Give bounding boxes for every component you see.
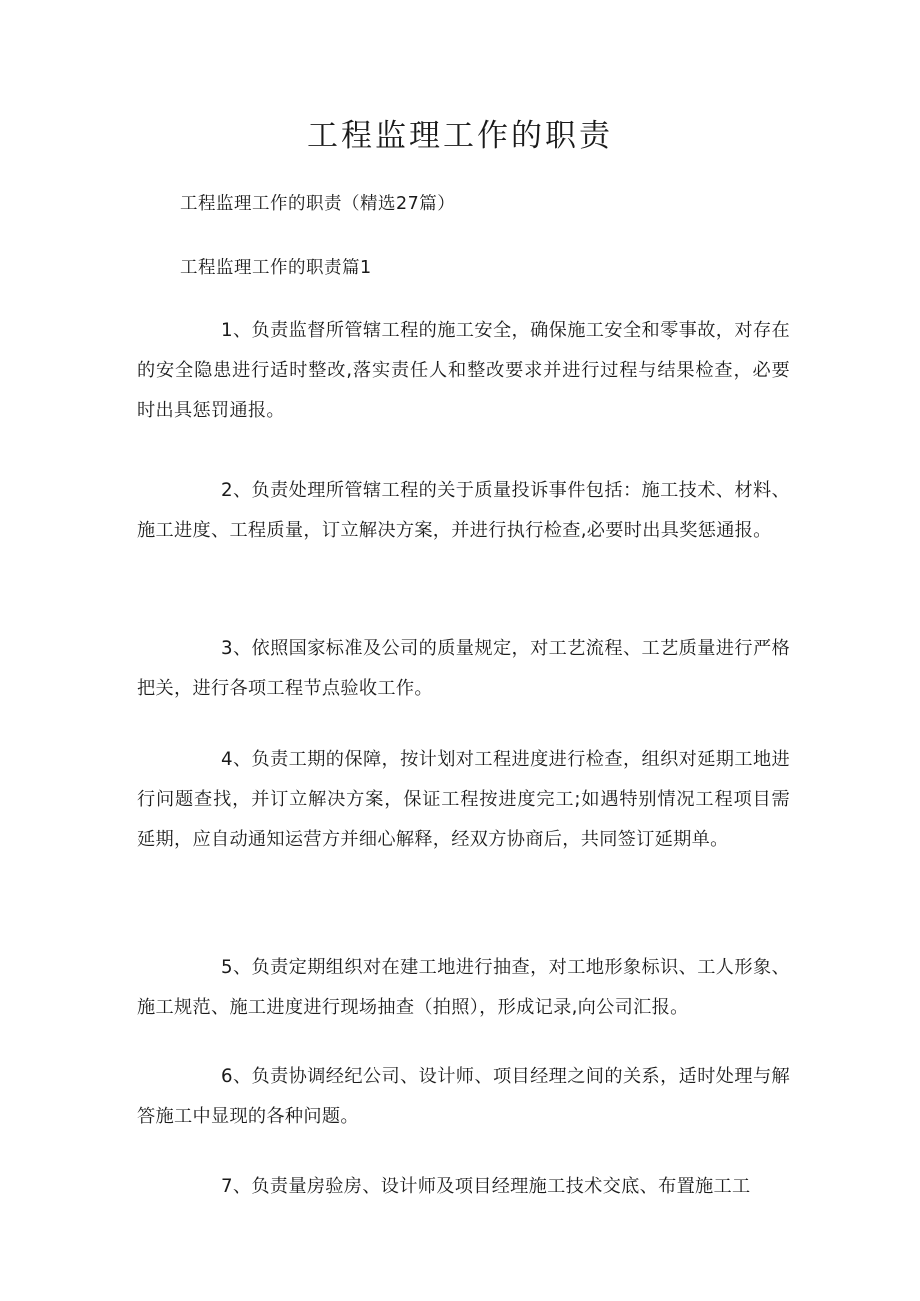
paragraph-6: 6、负责协调经纪公司、设计师、项目经理之间的关系，适时处理与解答施工中显现的各种问题。 bbox=[137, 1066, 790, 1127]
paragraph-4: 4、负责工期的保障，按计划对工程进度进行检查，组织对延期工地进行问题查找，并订立解决方案，保证工程按进度完工;如遇特别情况工程项目需延期，应自动通知运营方并细心解释，经双方协商后，共同签订延期单。 bbox=[137, 749, 790, 850]
document-subtitle: 工程监理工作的职责（精选27篇） bbox=[180, 194, 456, 214]
paragraph-1: 1、负责监督所管辖工程的施工安全，确保施工安全和零事故，对存在的安全隐患进行适时整改,落实责任人和整改要求并进行过程与结果检查，必要时出具惩罚通报。 bbox=[137, 320, 790, 421]
document-title: 工程监理工作的职责 bbox=[307, 118, 613, 154]
paragraph-3: 3、依照国家标准及公司的质量规定，对工艺流程、工艺质量进行严格把关，进行各项工程节点验收工作。 bbox=[137, 638, 790, 699]
paragraph-5: 5、负责定期组织对在建工地进行抽查，对工地形象标识、工人形象、施工规范、施工进度进行现场抽查（拍照），形成记录,向公司汇报。 bbox=[137, 957, 790, 1018]
section-heading: 工程监理工作的职责篇1 bbox=[180, 258, 372, 278]
paragraph-2: 2、负责处理所管辖工程的关于质量投诉事件包括：施工技术、材料、施工进度、工程质量，订立解决方案，并进行执行检查,必要时出具奖惩通报。 bbox=[137, 480, 790, 541]
paragraph-7: 7、负责量房验房、设计师及项目经理施工技术交底、布置施工工 bbox=[221, 1176, 751, 1197]
